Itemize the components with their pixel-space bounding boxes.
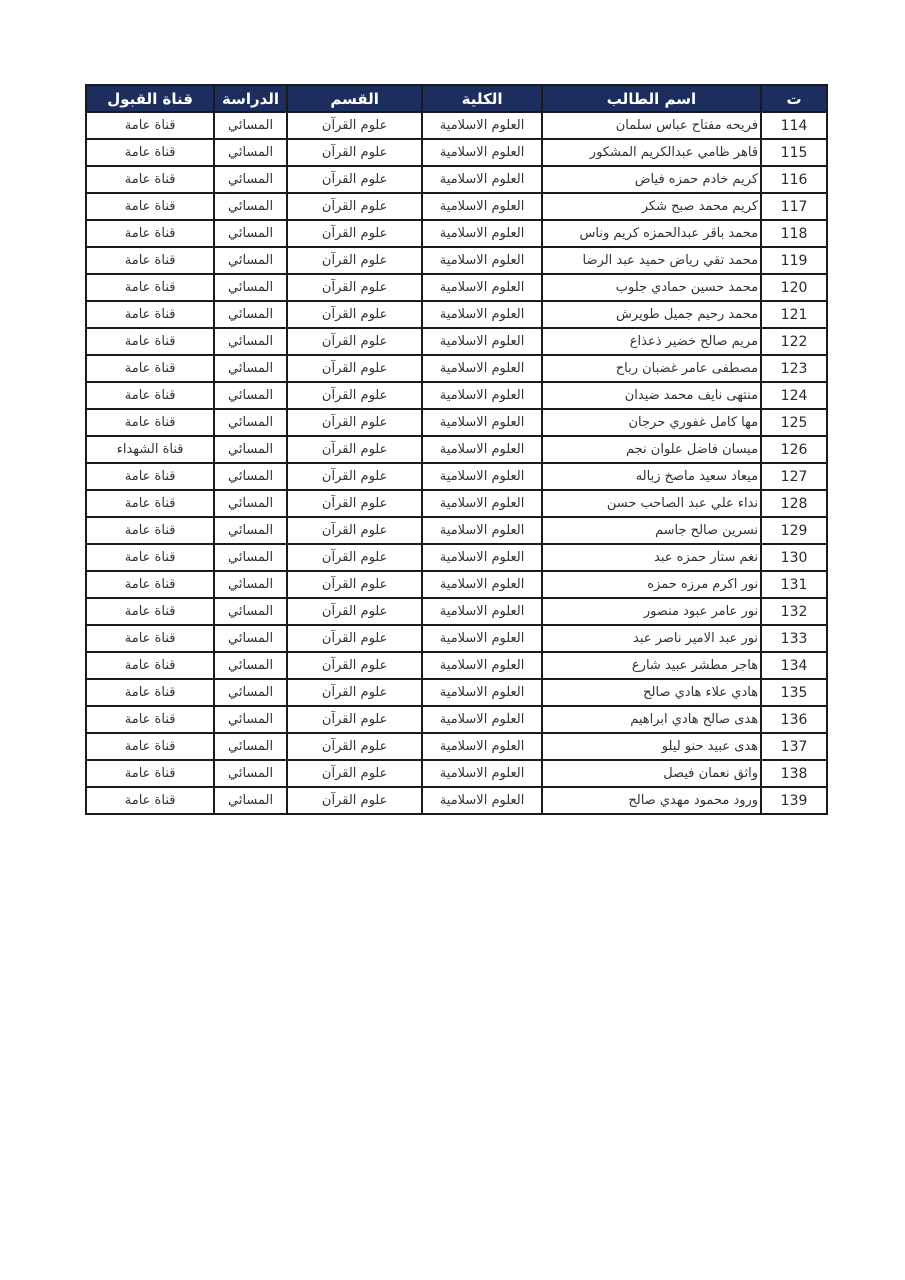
cell-study: المسائي [214, 625, 287, 652]
cell-channel: قناة عامة [86, 409, 214, 436]
cell-name: نداء علي عبد الصاحب حسن [542, 490, 761, 517]
cell-channel: قناة عامة [86, 679, 214, 706]
cell-name: قاهر ظامي عبدالكريم المشكور [542, 139, 761, 166]
cell-college: العلوم الاسلامية [422, 733, 541, 760]
cell-no: 126 [761, 436, 827, 463]
cell-college: العلوم الاسلامية [422, 490, 541, 517]
cell-name: محمد باقر عبدالحمزه كريم وناس [542, 220, 761, 247]
students-table [85, 84, 828, 815]
cell-name: محمد حسين حمادي جلوب [542, 274, 761, 301]
cell-college: العلوم الاسلامية [422, 598, 541, 625]
cell-study: المسائي [214, 409, 287, 436]
cell-dept: علوم القرآن [287, 598, 423, 625]
cell-dept: علوم القرآن [287, 112, 423, 139]
cell-name: محمد رحيم جميل طويرش [542, 301, 761, 328]
cell-name: واثق نعمان فيصل [542, 760, 761, 787]
cell-dept: علوم القرآن [287, 760, 423, 787]
cell-name: نسرين صالح جاسم [542, 517, 761, 544]
cell-no: 138 [761, 760, 827, 787]
cell-no: 118 [761, 220, 827, 247]
cell-channel: قناة عامة [86, 571, 214, 598]
table-row [86, 274, 827, 301]
cell-college: العلوم الاسلامية [422, 652, 541, 679]
cell-channel: قناة عامة [86, 274, 214, 301]
cell-college: العلوم الاسلامية [422, 328, 541, 355]
cell-study: المسائي [214, 463, 287, 490]
cell-college: العلوم الاسلامية [422, 787, 541, 814]
cell-no: 121 [761, 301, 827, 328]
table-row [86, 463, 827, 490]
cell-study: المسائي [214, 301, 287, 328]
cell-dept: علوم القرآن [287, 544, 423, 571]
cell-dept: علوم القرآن [287, 382, 423, 409]
cell-study: المسائي [214, 733, 287, 760]
cell-channel: قناة عامة [86, 301, 214, 328]
cell-no: 122 [761, 328, 827, 355]
cell-channel: قناة عامة [86, 355, 214, 382]
column-header-channel: قناة القبول [86, 85, 214, 112]
cell-college: العلوم الاسلامية [422, 625, 541, 652]
cell-dept: علوم القرآن [287, 301, 423, 328]
cell-channel: قناة عامة [86, 220, 214, 247]
cell-channel: قناة عامة [86, 625, 214, 652]
cell-name: كريم محمد صبح شكر [542, 193, 761, 220]
cell-name: هادي علاء هادي صالح [542, 679, 761, 706]
cell-study: المسائي [214, 220, 287, 247]
cell-no: 131 [761, 571, 827, 598]
cell-channel: قناة عامة [86, 166, 214, 193]
cell-name: فريحه مفتاح عباس سلمان [542, 112, 761, 139]
cell-college: العلوم الاسلامية [422, 112, 541, 139]
cell-name: مصطفى عامر غضبان رباح [542, 355, 761, 382]
table-row [86, 679, 827, 706]
cell-dept: علوم القرآن [287, 517, 423, 544]
cell-college: العلوم الاسلامية [422, 544, 541, 571]
cell-dept: علوم القرآن [287, 193, 423, 220]
table-row [86, 517, 827, 544]
cell-channel: قناة عامة [86, 490, 214, 517]
cell-college: العلوم الاسلامية [422, 760, 541, 787]
cell-study: المسائي [214, 706, 287, 733]
cell-no: 124 [761, 382, 827, 409]
cell-college: العلوم الاسلامية [422, 679, 541, 706]
cell-study: المسائي [214, 760, 287, 787]
cell-no: 128 [761, 490, 827, 517]
table-row [86, 436, 827, 463]
cell-college: العلوم الاسلامية [422, 463, 541, 490]
cell-no: 117 [761, 193, 827, 220]
cell-name: نور اكرم مرزه حمزه [542, 571, 761, 598]
cell-dept: علوم القرآن [287, 571, 423, 598]
cell-dept: علوم القرآن [287, 679, 423, 706]
cell-channel: قناة عامة [86, 652, 214, 679]
cell-college: العلوم الاسلامية [422, 571, 541, 598]
cell-study: المسائي [214, 787, 287, 814]
column-header-study: الدراسة [214, 85, 287, 112]
cell-name: نغم ستار حمزه عبد [542, 544, 761, 571]
cell-college: العلوم الاسلامية [422, 193, 541, 220]
cell-college: العلوم الاسلامية [422, 409, 541, 436]
cell-name: ورود محمود مهدي صالح [542, 787, 761, 814]
cell-name: ميسان فاضل علوان نجم [542, 436, 761, 463]
cell-dept: علوم القرآن [287, 490, 423, 517]
cell-dept: علوم القرآن [287, 463, 423, 490]
cell-dept: علوم القرآن [287, 220, 423, 247]
column-header-no: ت [761, 85, 827, 112]
cell-dept: علوم القرآن [287, 274, 423, 301]
cell-college: العلوم الاسلامية [422, 301, 541, 328]
cell-no: 137 [761, 733, 827, 760]
cell-study: المسائي [214, 490, 287, 517]
cell-study: المسائي [214, 679, 287, 706]
cell-dept: علوم القرآن [287, 625, 423, 652]
table-row [86, 409, 827, 436]
table-row [86, 139, 827, 166]
table-row [86, 166, 827, 193]
cell-no: 114 [761, 112, 827, 139]
cell-study: المسائي [214, 382, 287, 409]
cell-channel: قناة عامة [86, 247, 214, 274]
cell-no: 135 [761, 679, 827, 706]
cell-name: نور عبد الامير ناصر عبد [542, 625, 761, 652]
cell-name: مها كامل غفوري حرجان [542, 409, 761, 436]
cell-name: مريم صالح خضير ذعذاع [542, 328, 761, 355]
cell-no: 139 [761, 787, 827, 814]
header-row [86, 85, 827, 112]
cell-channel: قناة عامة [86, 598, 214, 625]
cell-study: المسائي [214, 544, 287, 571]
table-row [86, 112, 827, 139]
cell-dept: علوم القرآن [287, 328, 423, 355]
cell-channel: قناة عامة [86, 517, 214, 544]
cell-channel: قناة عامة [86, 787, 214, 814]
cell-dept: علوم القرآن [287, 436, 423, 463]
cell-study: المسائي [214, 247, 287, 274]
cell-no: 134 [761, 652, 827, 679]
cell-dept: علوم القرآن [287, 166, 423, 193]
cell-study: المسائي [214, 166, 287, 193]
cell-study: المسائي [214, 112, 287, 139]
cell-name: ميعاد سعيد ماصخ زباله [542, 463, 761, 490]
cell-no: 123 [761, 355, 827, 382]
cell-name: هدى عبيد حنو ليلو [542, 733, 761, 760]
cell-study: المسائي [214, 652, 287, 679]
cell-dept: علوم القرآن [287, 787, 423, 814]
cell-no: 136 [761, 706, 827, 733]
table-row [86, 355, 827, 382]
cell-channel: قناة عامة [86, 112, 214, 139]
table-row [86, 571, 827, 598]
cell-channel: قناة الشهداء [86, 436, 214, 463]
table-row [86, 733, 827, 760]
cell-study: المسائي [214, 328, 287, 355]
cell-college: العلوم الاسلامية [422, 355, 541, 382]
cell-dept: علوم القرآن [287, 139, 423, 166]
cell-college: العلوم الاسلامية [422, 274, 541, 301]
column-header-dept: القسم [287, 85, 423, 112]
table-row [86, 220, 827, 247]
cell-name: منتهى نايف محمد ضيدان [542, 382, 761, 409]
cell-channel: قناة عامة [86, 733, 214, 760]
cell-study: المسائي [214, 193, 287, 220]
cell-no: 119 [761, 247, 827, 274]
table-row [86, 544, 827, 571]
cell-channel: قناة عامة [86, 760, 214, 787]
column-header-college: الكلية [422, 85, 541, 112]
cell-channel: قناة عامة [86, 139, 214, 166]
cell-no: 133 [761, 625, 827, 652]
cell-college: العلوم الاسلامية [422, 220, 541, 247]
table-row [86, 193, 827, 220]
cell-study: المسائي [214, 571, 287, 598]
cell-dept: علوم القرآن [287, 409, 423, 436]
cell-dept: علوم القرآن [287, 247, 423, 274]
cell-name: كريم خادم حمزه فياض [542, 166, 761, 193]
cell-dept: علوم القرآن [287, 652, 423, 679]
table-row [86, 490, 827, 517]
cell-no: 115 [761, 139, 827, 166]
table-row [86, 760, 827, 787]
table-row [86, 328, 827, 355]
cell-college: العلوم الاسلامية [422, 166, 541, 193]
cell-channel: قناة عامة [86, 382, 214, 409]
cell-study: المسائي [214, 598, 287, 625]
cell-channel: قناة عامة [86, 328, 214, 355]
cell-channel: قناة عامة [86, 706, 214, 733]
cell-name: هدى صالح هادي ابراهيم [542, 706, 761, 733]
table-row [86, 598, 827, 625]
cell-college: العلوم الاسلامية [422, 436, 541, 463]
cell-college: العلوم الاسلامية [422, 247, 541, 274]
table-row [86, 787, 827, 814]
cell-no: 129 [761, 517, 827, 544]
cell-study: المسائي [214, 436, 287, 463]
cell-no: 130 [761, 544, 827, 571]
cell-college: العلوم الاسلامية [422, 382, 541, 409]
cell-college: العلوم الاسلامية [422, 706, 541, 733]
cell-name: محمد تقي رياض حميد عبد الرضا [542, 247, 761, 274]
cell-no: 125 [761, 409, 827, 436]
table-row [86, 706, 827, 733]
cell-no: 132 [761, 598, 827, 625]
cell-dept: علوم القرآن [287, 355, 423, 382]
cell-name: هاجر مطشر عبيد شارع [542, 652, 761, 679]
table-row [86, 625, 827, 652]
table-row [86, 382, 827, 409]
cell-channel: قناة عامة [86, 193, 214, 220]
cell-name: نور عامر عبود منصور [542, 598, 761, 625]
column-header-name: اسم الطالب [542, 85, 761, 112]
table-row [86, 301, 827, 328]
cell-no: 127 [761, 463, 827, 490]
cell-college: العلوم الاسلامية [422, 517, 541, 544]
cell-study: المسائي [214, 355, 287, 382]
cell-no: 120 [761, 274, 827, 301]
table-row [86, 247, 827, 274]
cell-study: المسائي [214, 139, 287, 166]
cell-college: العلوم الاسلامية [422, 139, 541, 166]
cell-no: 116 [761, 166, 827, 193]
cell-channel: قناة عامة [86, 463, 214, 490]
cell-dept: علوم القرآن [287, 733, 423, 760]
cell-channel: قناة عامة [86, 544, 214, 571]
cell-study: المسائي [214, 274, 287, 301]
cell-study: المسائي [214, 517, 287, 544]
cell-dept: علوم القرآن [287, 706, 423, 733]
table-row [86, 652, 827, 679]
